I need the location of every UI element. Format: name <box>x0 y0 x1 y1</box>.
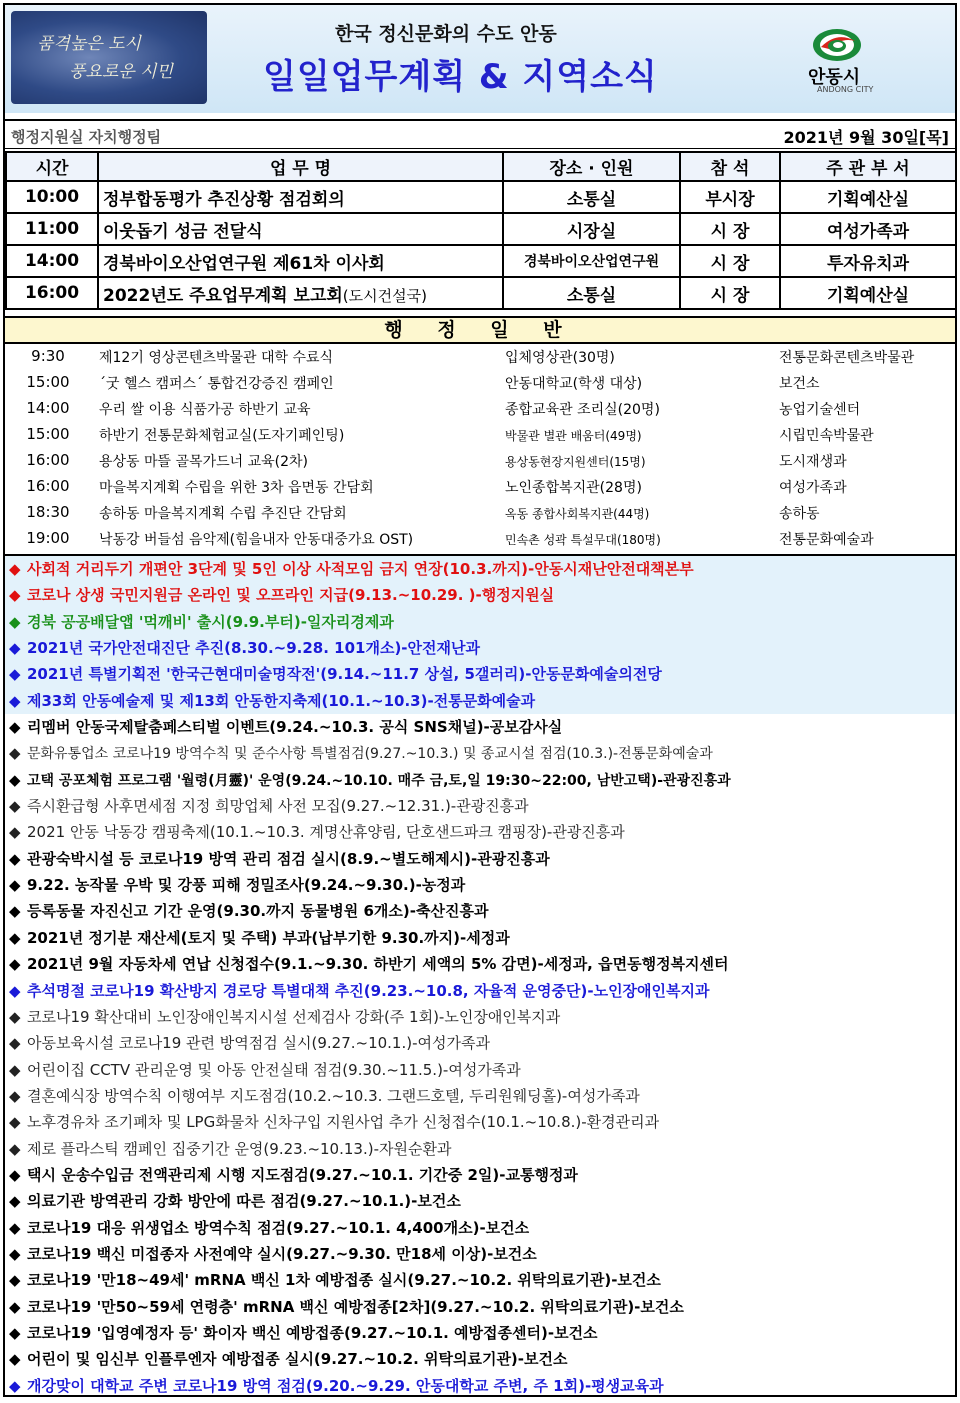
header-task: 업 무 명 <box>98 152 503 181</box>
admin-dept: 송하동 <box>779 506 820 522</box>
table-row <box>6 277 956 309</box>
news-item <box>5 1030 955 1056</box>
news-text: 코로나 상생 국민지원금 온라인 및 오프라인 지급(9.13.~10.29. )-행정지원실 <box>27 586 555 605</box>
news-text: 등록동물 자진신고 기간 운영(9.30.까지 동물병원 6개소)-축산진흥과 <box>27 902 489 921</box>
admin-title: 용상동 마뜰 골목가드너 교육(2차) <box>99 454 308 470</box>
news-item <box>5 1294 955 1320</box>
diamond-icon: ◆ <box>9 744 21 763</box>
schedule-dept: 투자유치과 <box>780 245 956 277</box>
header-time: 시간 <box>6 152 98 181</box>
list-item <box>5 526 955 552</box>
diamond-icon: ◆ <box>9 876 21 895</box>
admin-time: 18:30 <box>26 503 70 521</box>
diamond-icon: ◆ <box>9 981 21 1000</box>
andong-city-logo-icon <box>811 27 863 63</box>
table-row <box>6 181 956 213</box>
news-text: 어린이 및 임신부 인플루엔자 예방접종 실시(9.27.~10.2. 위탁의료기관)-보건소 <box>27 1350 568 1369</box>
news-item <box>5 635 955 661</box>
news-item <box>5 1320 955 1346</box>
news-item <box>5 1188 955 1214</box>
news-highlight-group <box>5 556 955 714</box>
schedule-task <box>98 181 503 213</box>
admin-place: 옥동 종합사회복지관(44명) <box>505 507 650 521</box>
news-item <box>5 1004 955 1030</box>
news-text: 2021년 정기분 재산세(토지 및 주택) 부과(납부기한 9.30.까지)-세정과 <box>27 928 510 947</box>
task-title: 경북바이오산업연구원 제61차 이사회 <box>103 253 385 274</box>
admin-dept: 도시재생과 <box>779 454 847 470</box>
header-dept: 주 관 부 서 <box>780 152 956 181</box>
diamond-icon: ◆ <box>9 849 21 868</box>
news-text: 의료기관 방역관리 강화 방안에 따른 점검(9.27.~10.1.)-보건소 <box>27 1192 461 1211</box>
news-item <box>5 951 955 977</box>
list-item <box>5 344 955 370</box>
schedule-attend: 시 장 <box>680 245 780 277</box>
news-text: 즉시환급형 사후면세점 지정 희망업체 사전 모집(9.27.~12.31.)-관광진흥과 <box>27 797 529 816</box>
news-text: 코로나19 확산대비 노인장애인복지시설 선제검사 강화(주 1회)-노인장애인복지과 <box>27 1007 561 1026</box>
diamond-icon: ◆ <box>9 797 21 816</box>
news-text: 리멤버 안동국제탈춤페스티벌 이벤트(9.24.~10.3. 공식 SNS채널)-공보감사실 <box>27 718 563 737</box>
news-text: 제33회 안동예술제 및 제13회 안동한지축제(10.1.~10.3)-전통문화예술과 <box>27 691 536 710</box>
diamond-icon: ◆ <box>9 1192 21 1211</box>
news-item <box>5 1241 955 1267</box>
schedule-attend: 부시장 <box>680 181 780 213</box>
news-text: 코로나19 대응 위생업소 방역수칙 점검(9.27.~10.1. 4,400개소)-보건소 <box>27 1218 530 1237</box>
news-text: 어린이집 CCTV 관리운영 및 아동 안전실태 점검(9.30.~11.5.)-여성가족과 <box>27 1060 521 1079</box>
admin-dept: 시립민속박물관 <box>779 428 874 444</box>
admin-title: 우리 쌀 이용 식품가공 하반기 교육 <box>99 402 311 418</box>
department-label: 행정지원실 자치행정팀 <box>11 128 162 146</box>
diamond-icon: ◆ <box>9 770 21 789</box>
schedule-dept: 여성가족과 <box>780 213 956 245</box>
admin-title: 하반기 전통문화체험교실(도자기페인팅) <box>99 428 345 444</box>
news-text: 아동보육시설 코로나19 관련 방역점검 실시(9.27.~10.1.)-여성가족과 <box>27 1034 490 1053</box>
list-item <box>5 422 955 448</box>
diamond-icon: ◆ <box>9 1034 21 1053</box>
news-text: 사회적 거리두기 개편안 3단계 및 5인 이상 사적모임 금지 연장(10.3.까지)-안동시재난안전대책본부 <box>27 560 694 578</box>
header-subtitle: 한국 정신문화의 수도 안동 <box>335 23 557 45</box>
news-text: 관광숙박시설 등 코로나19 방역 관리 점검 실시(8.9.~별도해제시)-관광진흥과 <box>27 849 550 868</box>
admin-time: 19:00 <box>26 529 70 547</box>
page-title: 일일업무계획 & 지역소식 <box>263 57 658 97</box>
news-text: 코로나19 '입영예정자 등' 화이자 백신 예방접종(9.27.~10.1. 예방접종센터)-보건소 <box>27 1323 598 1342</box>
news-text: 코로나19 '만50~59세 연령층' mRNA 백신 예방접종[2차](9.27.~10.2. 위탁의료기관)-보건소 <box>27 1297 684 1316</box>
diamond-icon: ◆ <box>9 691 21 710</box>
news-item <box>5 1346 955 1372</box>
news-text: 2021년 국가안전대진단 추진(8.30.~9.28. 101개소)-안전재난과 <box>27 639 480 658</box>
news-item <box>5 1109 955 1135</box>
diamond-icon: ◆ <box>9 586 21 605</box>
list-item <box>5 448 955 474</box>
diamond-icon: ◆ <box>9 1086 21 1105</box>
diamond-icon: ◆ <box>9 1113 21 1132</box>
news-text: 코로나19 백신 미접종자 사전예약 실시(9.27.~9.30. 만18세 이상)-보건소 <box>27 1244 537 1263</box>
admin-list <box>5 344 955 552</box>
news-item <box>5 767 955 793</box>
logo-subtitle: ANDONG CITY <box>817 85 874 94</box>
list-item <box>5 370 955 396</box>
admin-section-header: 행 정 일 반 <box>5 316 955 344</box>
news-text: 2021년 9월 자동차세 연납 신청접수(9.1.~9.30. 하반기 세액의 5% 감면)-세정과, 읍면동행정복지센터 <box>27 955 729 974</box>
schedule-time: 16:00 <box>6 277 98 309</box>
diamond-icon: ◆ <box>9 1139 21 1158</box>
news-item <box>5 978 955 1004</box>
news-text: 2021년 특별기획전 '한국근현대미술명작전'(9.14.~11.7 상설, 5갤러리)-안동문화예술의전당 <box>27 665 662 684</box>
news-item <box>5 1373 955 1397</box>
slogan-line-2: 풍요로운 시민 <box>69 62 173 82</box>
news-item <box>5 1215 955 1241</box>
diamond-icon: ◆ <box>9 1244 21 1263</box>
news-text: 결혼예식장 방역수칙 이행여부 지도점검(10.2.~10.3. 그랜드호텔, 두리원웨딩홀)-여성가족과 <box>27 1086 640 1105</box>
date-label: 2021년 9월 30일[목] <box>783 128 949 147</box>
admin-title: ´굿 헬스 캠퍼스´ 통합건강증진 캠페인 <box>99 376 334 392</box>
schedule-time: 11:00 <box>6 213 98 245</box>
schedule-place: 경북바이오산업연구원 <box>503 245 680 277</box>
admin-time: 15:00 <box>26 373 70 391</box>
admin-place: 박물관 별관 배움터(49명) <box>505 429 642 443</box>
news-item <box>5 688 955 714</box>
news-item <box>5 898 955 924</box>
task-title: 2022년도 주요업무계획 보고회 <box>103 285 343 306</box>
admin-place: 입체영상관(30명) <box>505 350 615 366</box>
news-item <box>5 1136 955 1162</box>
header-attend: 참 석 <box>680 152 780 181</box>
admin-time: 16:00 <box>26 451 70 469</box>
admin-time: 16:00 <box>26 477 70 495</box>
list-item <box>5 500 955 526</box>
admin-dept: 보건소 <box>779 376 820 392</box>
news-item <box>5 846 955 872</box>
diamond-icon: ◆ <box>9 560 21 578</box>
admin-title: 제12기 영상콘텐츠박물관 대학 수료식 <box>99 350 334 366</box>
list-item <box>5 474 955 500</box>
news-list <box>5 554 955 1397</box>
admin-dept: 전통문화콘텐츠박물관 <box>779 350 915 366</box>
news-text: 노후경유차 조기폐차 및 LPG화물차 신차구입 지원사업 추가 신청접수(10.1.~10.8.)-환경관리과 <box>27 1113 660 1132</box>
news-item <box>5 1267 955 1293</box>
news-text: 코로나19 '만18~49세' mRNA 백신 1차 예방접종 실시(9.27.~10.2. 위탁의료기관)-보건소 <box>27 1271 661 1290</box>
diamond-icon: ◆ <box>9 718 21 737</box>
schedule-dept: 기획예산실 <box>780 181 956 213</box>
slogan-line-1: 품격높은 도시 <box>37 34 141 54</box>
diamond-icon: ◆ <box>9 902 21 921</box>
admin-title: 마을복지계획 수립을 위한 3차 읍면동 간담회 <box>99 480 374 496</box>
diamond-icon: ◆ <box>9 955 21 974</box>
news-item <box>5 793 955 819</box>
admin-place: 종합교육관 조리실(20명) <box>505 402 660 418</box>
news-item <box>5 556 955 582</box>
news-item <box>5 582 955 608</box>
diamond-icon: ◆ <box>9 1007 21 1026</box>
news-text: 문화유통업소 코로나19 방역수칙 및 준수사항 특별점검(9.27.~10.3.) 및 종교시설 점검(10.3.)-전통문화예술과 <box>27 746 713 763</box>
news-item <box>5 1162 955 1188</box>
news-item <box>5 661 955 687</box>
news-text: 9.22. 농작물 우박 및 강풍 피해 정밀조사(9.24.~9.30.)-농정과 <box>27 876 466 895</box>
schedule-place: 소통실 <box>503 277 680 309</box>
diamond-icon: ◆ <box>9 612 21 631</box>
diamond-icon: ◆ <box>9 1060 21 1079</box>
table-row <box>6 213 956 245</box>
info-bar <box>5 119 955 149</box>
news-text: 택시 운송수입금 전액관리제 시행 지도점검(9.27.~10.1. 기간중 2일)-교통행정과 <box>27 1165 578 1184</box>
schedule-attend: 시 장 <box>680 277 780 309</box>
news-item <box>5 740 955 766</box>
diamond-icon: ◆ <box>9 1297 21 1316</box>
admin-time: 15:00 <box>26 425 70 443</box>
diamond-icon: ◆ <box>9 1165 21 1184</box>
header-banner <box>5 5 955 113</box>
admin-time: 9:30 <box>31 347 65 365</box>
news-item <box>5 1057 955 1083</box>
admin-dept: 농업기술센터 <box>779 402 861 418</box>
schedule-time: 14:00 <box>6 245 98 277</box>
diamond-icon: ◆ <box>9 928 21 947</box>
admin-place: 민속촌 성곽 특설무대(180명) <box>505 533 661 547</box>
admin-dept: 여성가족과 <box>779 480 847 496</box>
admin-place: 노인종합복지관(28명) <box>505 480 642 496</box>
news-text: 개강맞이 대학교 주변 코로나19 방역 점검(9.20.~9.29. 안동대학교 주변, 주 1회)-평생교육과 <box>27 1376 664 1395</box>
daily-plan-page <box>3 3 957 1397</box>
list-item <box>5 396 955 422</box>
task-title: 이웃돕기 성금 전달식 <box>103 221 263 242</box>
diamond-icon: ◆ <box>9 1350 21 1369</box>
diamond-icon: ◆ <box>9 1323 21 1342</box>
diamond-icon: ◆ <box>9 639 21 658</box>
admin-time: 14:00 <box>26 399 70 417</box>
schedule-task <box>98 245 503 277</box>
news-item <box>5 714 955 740</box>
news-item <box>5 609 955 635</box>
news-item <box>5 872 955 898</box>
diamond-icon: ◆ <box>9 1376 21 1395</box>
news-text: 2021 안동 낙동강 캠핑축제(10.1.~10.3. 계명산휴양림, 단호샌드파크 캠핑장)-관광진흥과 <box>27 823 625 842</box>
news-text: 고택 공포체험 프로그램 '월령(月靈)' 운영(9.24.~10.10. 매주 금,토,일 19:30~22:00, 남반고택)-관광진흥과 <box>27 772 731 789</box>
news-text: 추석명절 코로나19 확산방지 경로당 특별대책 추진(9.23.~10.8, 자율적 운영중단)-노인장애인복지과 <box>27 981 710 1000</box>
task-note: (도시건설국) <box>342 286 427 305</box>
admin-title: 낙동강 버들섬 음악제(힘을내자 안동대중가요 OST) <box>99 532 414 548</box>
task-title: 정부합동평가 추진상황 점검회의 <box>103 189 345 210</box>
news-item <box>5 819 955 845</box>
schedule-place: 소통실 <box>503 181 680 213</box>
header-place: 장소 · 인원 <box>503 152 680 181</box>
diamond-icon: ◆ <box>9 1218 21 1237</box>
schedule-table <box>5 151 957 310</box>
news-item <box>5 925 955 951</box>
admin-title: 송하동 마을복지계획 수립 추진단 간담회 <box>99 506 347 522</box>
schedule-dept: 기획예산실 <box>780 277 956 309</box>
schedule-task <box>98 277 503 309</box>
logo-name: 안동시 <box>808 67 861 88</box>
diamond-icon: ◆ <box>9 1271 21 1290</box>
admin-place: 안동대학교(학생 대상) <box>505 376 643 392</box>
admin-dept: 전통문화예술과 <box>779 532 874 548</box>
diamond-icon: ◆ <box>9 823 21 842</box>
schedule-time: 10:00 <box>6 181 98 213</box>
news-text: 제로 플라스틱 캠페인 집중기간 운영(9.23.~10.13.)-자원순환과 <box>27 1139 452 1158</box>
news-item <box>5 1083 955 1109</box>
table-row <box>6 245 956 277</box>
admin-place: 용상동현장지원센터(15명) <box>505 455 646 469</box>
diamond-icon: ◆ <box>9 665 21 684</box>
news-text: 경북 공공배달앱 '먹깨비' 출시(9.9.부터)-일자리경제과 <box>27 612 394 631</box>
schedule-attend: 시 장 <box>680 213 780 245</box>
slogan-image <box>11 11 207 104</box>
schedule-header-row <box>6 152 956 181</box>
schedule-task <box>98 213 503 245</box>
schedule-place: 시장실 <box>503 213 680 245</box>
